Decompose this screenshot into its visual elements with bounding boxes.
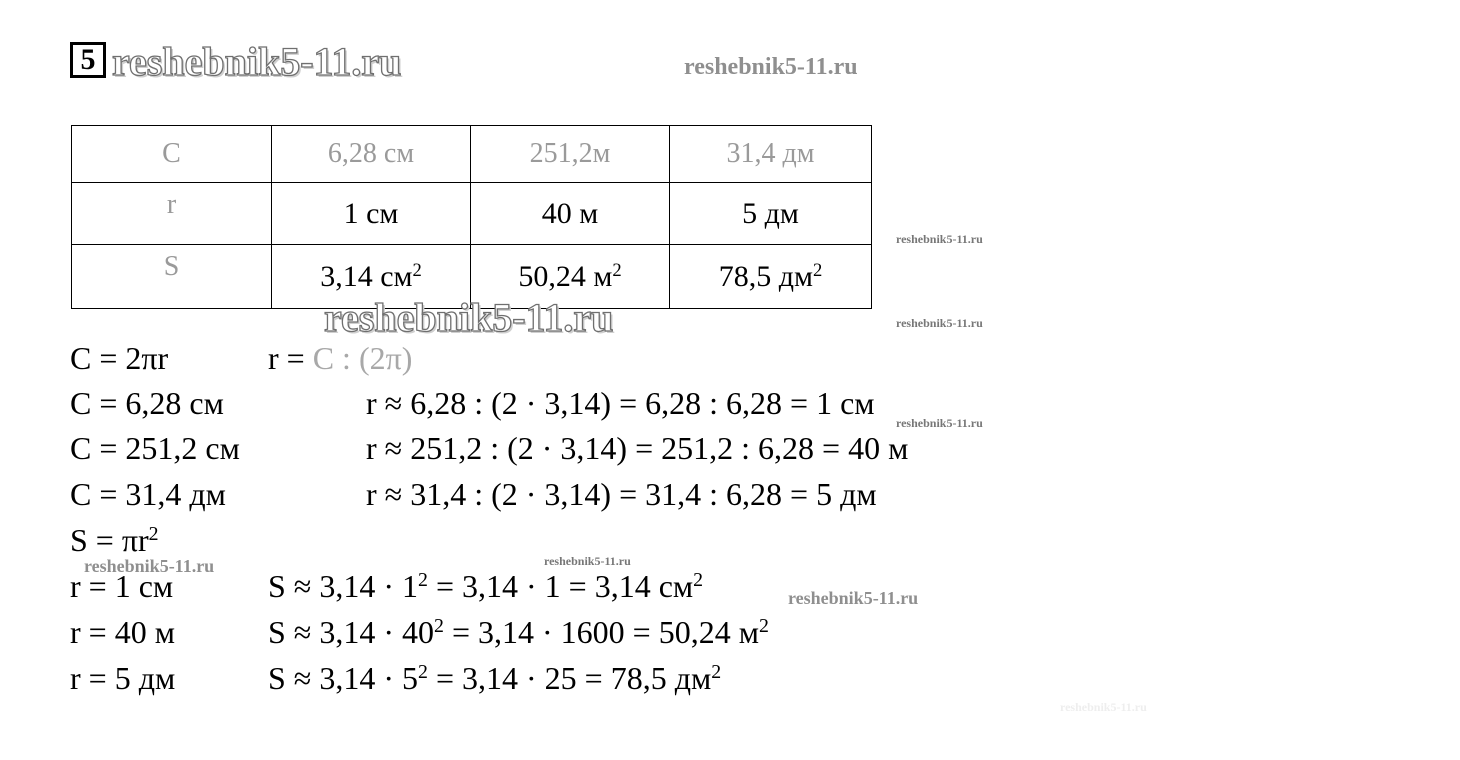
calc-r1: r ≈ 6,28 : (2 · 3,14) = 6,28 : 6,28 = 1 см <box>366 385 875 421</box>
table-cell: 50,24 $м^2$ <box>471 245 670 309</box>
watermark-logo-middle: reshebnik5-11.ru <box>324 295 614 340</box>
given-c1: C = 6,28 см <box>70 385 224 421</box>
circle-values-table <box>71 125 872 309</box>
watermark-side-2: reshebnik5-11.ru <box>896 316 983 330</box>
given-r1: r = 1 см <box>70 568 174 604</box>
formula-area: $S = \pi r^2$ <box>70 522 159 558</box>
table-row-r <box>72 183 872 245</box>
watermark-logo-large: reshebnik5-11.ru <box>112 39 402 84</box>
calc-s1: $S \approx 3,14 \cdot 1^2 = 3,14 \cdot 1 = 3,14$ $см^2$ <box>268 568 704 604</box>
calc-r3: r ≈ 31,4 : (2 · 3,14) = 31,4 : 6,28 = 5 дм <box>366 476 877 512</box>
formula-circumference: C = 2πr <box>70 340 169 376</box>
given-c2: C = 251,2 см <box>70 430 240 466</box>
task-number-box <box>70 42 106 78</box>
watermark-side-1: reshebnik5-11.ru <box>896 232 983 246</box>
given-r3: r = 5 дм <box>70 660 176 696</box>
table-cell: 78,5 $дм^2$ <box>670 245 872 309</box>
watermark-left: reshebnik5-11.ru <box>84 556 215 576</box>
row-label-c: C <box>72 126 272 183</box>
table-cell: 40 м <box>471 183 670 245</box>
task-number: 5 <box>80 43 96 76</box>
table-cell: 31,4 дм <box>670 126 872 183</box>
calc-s3: $S \approx 3,14 \cdot 5^2 = 3,14 \cdot 25 = 78,5$ $дм^2$ <box>268 660 722 696</box>
table-cell: 251,2м <box>471 126 670 183</box>
calc-r2: r ≈ 251,2 : (2 · 3,14) = 251,2 : 6,28 = 40 м <box>366 430 909 466</box>
given-r2: r = 40 м <box>70 614 175 650</box>
table-cell: 3,14 $см^2$ <box>272 245 471 309</box>
table-cell: 6,28 см <box>272 126 471 183</box>
given-c3: C = 31,4 дм <box>70 476 226 512</box>
watermark-header: reshebnik5-11.ru <box>684 54 858 80</box>
watermark-faint: reshebnik5-11.ru <box>1060 700 1147 714</box>
table-cell: 1 см <box>272 183 471 245</box>
row-label-s: S <box>72 245 272 309</box>
calc-s2: $S \approx 3,14 \cdot 40^2 = 3,14 \cdot 1600 = 50,24$ $м^2$ <box>268 614 769 650</box>
watermark-side-3: reshebnik5-11.ru <box>896 416 983 430</box>
row-label-r: r <box>72 183 272 245</box>
table-row-c <box>72 126 872 183</box>
table-cell: 5 дм <box>670 183 872 245</box>
watermark-right: reshebnik5-11.ru <box>788 588 919 608</box>
formula-radius-from-c: r = C : (2π) <box>268 340 413 376</box>
watermark-center: reshebnik5-11.ru <box>544 554 631 568</box>
